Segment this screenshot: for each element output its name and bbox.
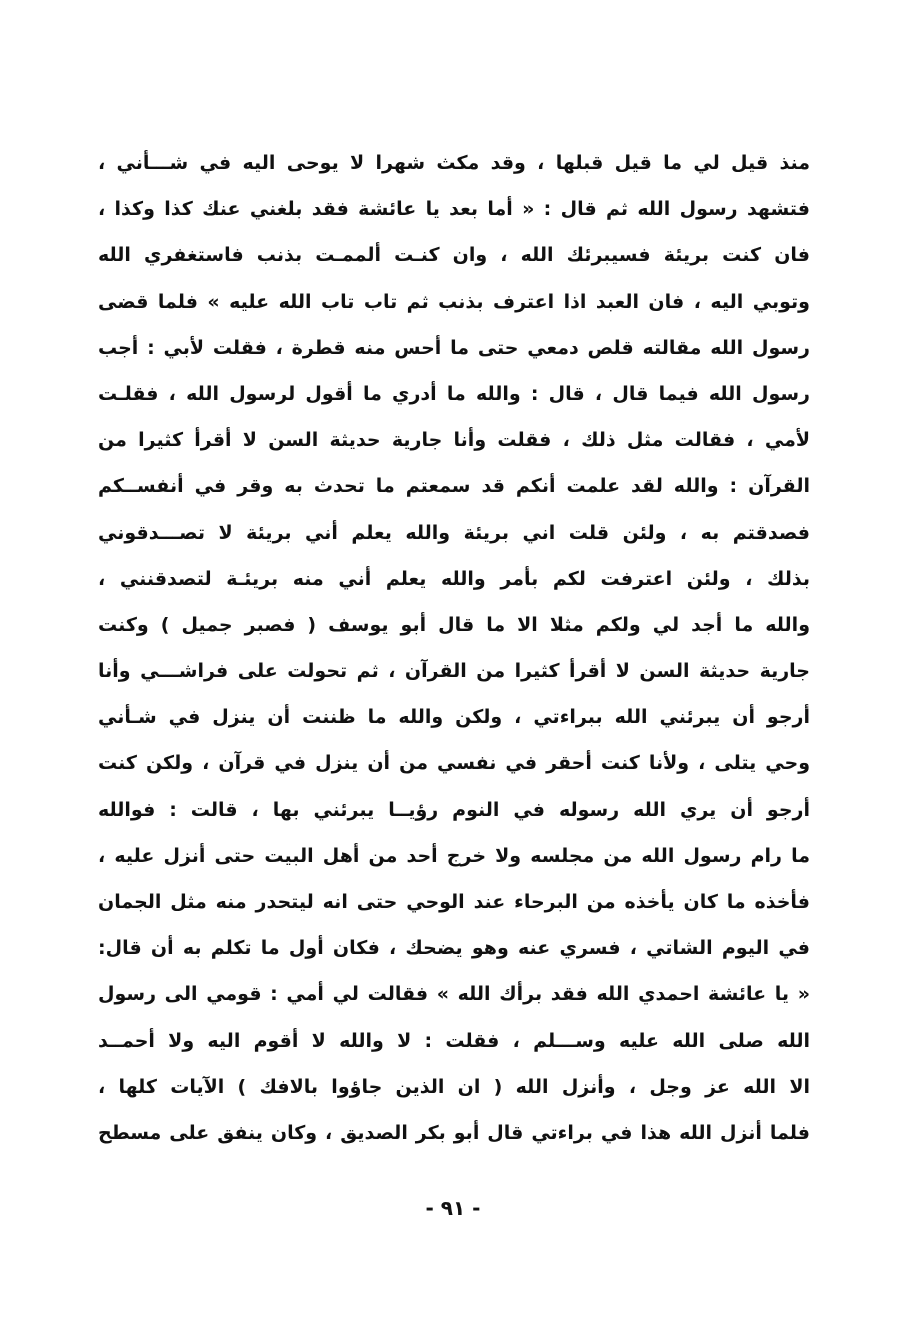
- text-line-9: فصدقتم به ، ولئن قلت اني بريئة والله يعلم أني بريئة لا تصـــدقوني: [98, 521, 810, 544]
- text-line-4: وتوبي اليه ، فان العبد اذا اعترف بذنب ثم تاب تاب الله عليه » فلما قضى: [98, 290, 810, 313]
- text-line-2: فتشهد رسول الله ثم قال : « أما بعد يا عائشة فقد بلغني عنك كذا وكذا ،: [98, 198, 810, 221]
- text-line-1: منذ قيل لي ما قيل قبلها ، وقد مكث شهرا لا يوحى اليه في شـــأني ،: [98, 152, 810, 174]
- text-line-5: رسول الله مقالته قلص دمعي حتى ما أحس منه قطرة ، فقلت لأبي : أجب: [98, 336, 810, 359]
- text-line-15: أرجو أن يري الله رسوله في النوم رؤيــا يبرئني بها ، قالت : فوالله: [98, 798, 810, 821]
- text-line-22: فلما أنزل الله هذا في براءتي قال أبو بكر الصديق ، وكان ينفق على مسطح: [98, 1121, 810, 1144]
- text-line-10: بذلك ، ولئن اعترفت لكم بأمر والله يعلم أني منه بريئـة لتصدقنني ،: [98, 567, 810, 590]
- text-line-19: « يا عائشة احمدي الله فقد برأك الله » فقالت لي أمي : قومي الى رسول: [98, 983, 810, 1006]
- text-line-16: ما رام رسول الله من مجلسه ولا خرج أحد من أهل البيت حتى أنزل عليه ،: [98, 844, 810, 867]
- text-line-8: القرآن : والله لقد علمت أنكم قد سمعتم ما تحدث به وقر في أنفســكم: [98, 475, 810, 498]
- text-line-17: فأخذه ما كان يأخذه من البرحاء عند الوحي حتى انه ليتحدر منه مثل الجمان: [98, 891, 810, 913]
- text-line-13: أرجو أن يبرئني الله ببراءتي ، ولكن والله ما ظننت أن ينزل في شـأني: [98, 706, 810, 729]
- text-line-14: وحي يتلى ، ولأنا كنت أحقر في نفسي من أن ينزل في قرآن ، ولكن كنت: [98, 752, 810, 775]
- text-line-7: لأمي ، فقالت مثل ذلك ، فقلت وأنا جارية حديثة السن لا أقرأ كثيرا من: [98, 429, 810, 452]
- body-text: [98, 140, 810, 1156]
- page-number: - ٩١ -: [425, 1196, 481, 1220]
- text-line-12: جارية حديثة السن لا أقرأ كثيرا من القرآن ، ثم تحولت على فراشـــي وأنا: [98, 660, 810, 683]
- text-line-3: فان كنت بريئة فسيبرئك الله ، وان كنـت ألممـت بذنب فاستغفري الله: [98, 244, 810, 267]
- text-line-21: الا الله عز وجل ، وأنزل الله ( ان الذين جاؤوا بالافك ) الآيات كلها ،: [98, 1075, 810, 1098]
- text-line-18: في اليوم الشاتي ، فسري عنه وهو يضحك ، فكان أول ما تكلم به أن قال:: [98, 937, 810, 960]
- text-line-11: والله ما أجد لي ولكم مثلا الا ما قال أبو يوسف ( فصبر جميل ) وكنت: [98, 613, 810, 636]
- text-line-20: الله صلى الله عليه وســـلم ، فقلت : لا والله لا أقوم اليه ولا أحمــد: [98, 1029, 810, 1052]
- text-line-6: رسول الله فيما قال ، قال : والله ما أدري ما أقول لرسول الله ، فقلـت: [98, 382, 810, 405]
